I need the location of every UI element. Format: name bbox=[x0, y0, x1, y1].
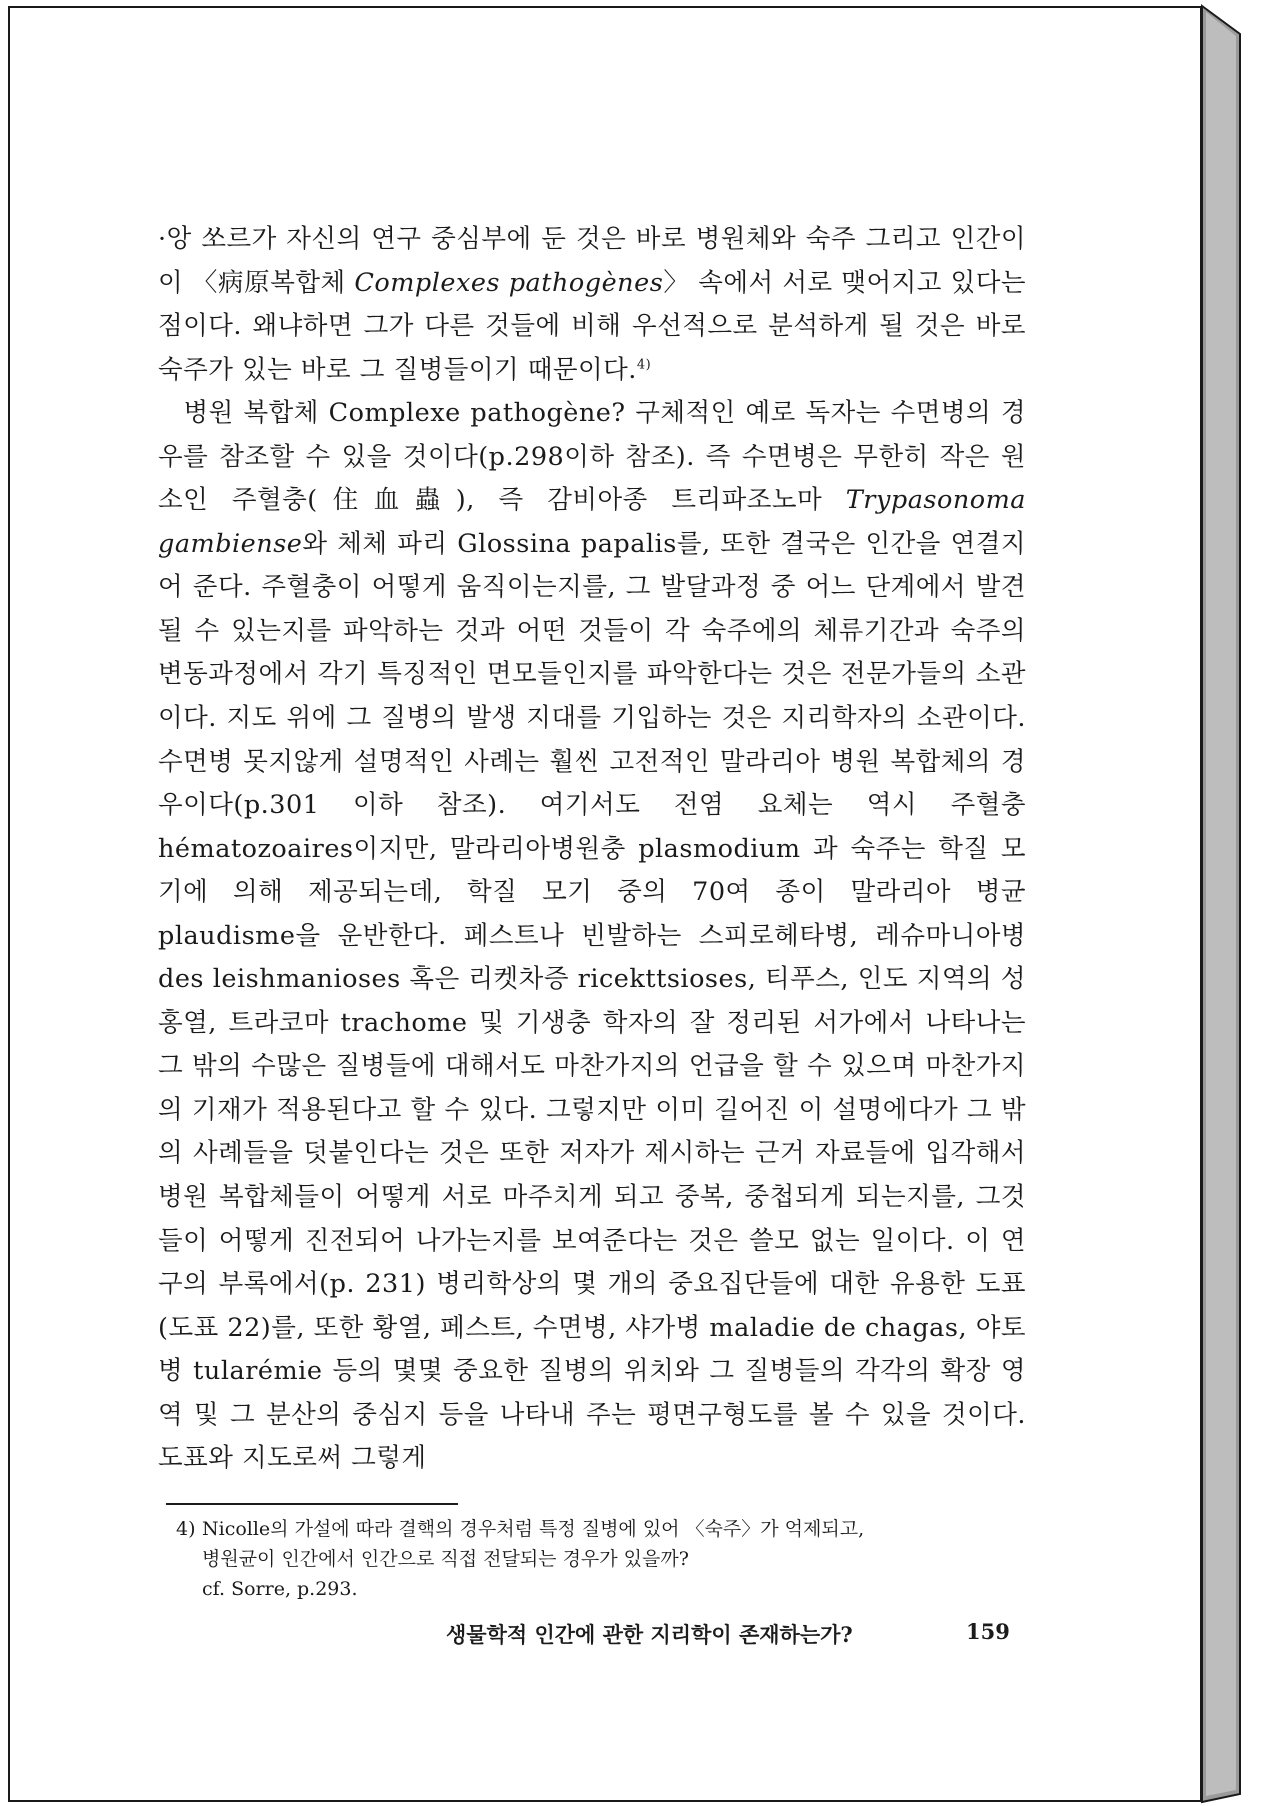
footnote-line: 병원균이 인간에서 인간으로 직접 전달되는 경우가 있을까? bbox=[202, 1548, 689, 1570]
body-text bbox=[158, 218, 1026, 1481]
running-title: 생물학적 인간에 관한 지리학이 존재하는가? bbox=[446, 1622, 853, 1647]
running-footer bbox=[446, 1619, 1010, 1649]
paragraph-text: 〉 속에서 서로 맺어지고 있다는 점이다. 왜냐하면 그가 다른 것들에 비해 우선적으로 분석하게 될 것은 바로 숙주가 있는 바로 그 질병들이기 때문이다. bbox=[158, 267, 1027, 385]
footnote-text: Nicolle의 가설에 따라 결핵의 경우처럼 특정 질병에 있어 〈숙주〉가 억제되고, bbox=[202, 1518, 865, 1540]
page-number: 159 bbox=[966, 1619, 1010, 1644]
italic-term: Trypasonoma gambiense bbox=[158, 485, 1026, 559]
footnote-reference: 4) bbox=[636, 357, 652, 373]
footnote-number: 4) bbox=[176, 1518, 196, 1540]
paragraph-text: 와 체체 파리 Glossina papalis를, 또한 결국은 인간을 연결지어 준다. 주혈충이 어떻게 움직이는지를, 그 발달과정 중 어느 단계에서 발견될 수 있는지를 파악하는 것과 어떤 것들이 각 숙주에의 체류기간과 숙주의 변동과정에서 각기 특징적인 면모들인지를 파악한다는 것은 전문가들의 소관이다. 지도 위에 그 질병의 발생 지대를 기입하는 것은 지리학자의 소관이다. 수면병 못지않게 설명적인 사례는 훨씬 고전적인 말라리아 병원 복합체의 경우이다(p.301 이하 참조). 여기서도 전염 요체는 역시 주혈충 hématozoaires이지만, 말라리아병원충 plasmodium 과 숙주는 학질 모기에 의해 제공되는데, 학질 모기 중의 70여 종이 말라리아 병균 plaudisme을 운반한다. 페스트나 빈발하는 스피로헤타병, 레슈마니아병 des leishmanioses 혹은 리켓차증 ricekttsioses, 티푸스, 인도 지역의 성홍열, 트라코마 trachome 및 기생충 학자의 잘 정리된 서가에서 나타나는 그 밖의 수많은 질병들에 대해서도 마찬가지의 언급을 할 수 있으며 마찬가지의 기재가 적용된다고 할 수 있다. 그렇지만 이미 길어진 이 설명에다가 그 밖의 사례들을 덧붙인다는 것은 또한 저자가 제시하는 근거 자료들에 입각해서 병원 복합체들이 어떻게 서로 마주치게 되고 중복, 중첩되게 되는지를, 그것들이 어떻게 진전되어 나가는지를 보여준다는 것은 쓸모 없는 일이다. 이 연구의 부록에서(p. 231) 병리학상의 몇 개의 중요집단들에 대한 유용한 도표(도표 22)를, 또한 황열, 페스트, 수면병, 샤가병 maladie de chagas, 야토병 tularémie 등의 몇몇 중요한 질병의 위치와 그 질병들의 각각의 확장 영역 및 그 분산의 중심지 등을 나타내 주는 평면구형도를 볼 수 있을 것이다. 도표와 지도로써 그렇게 bbox=[158, 528, 1026, 1474]
paragraph-text: ·앙 쏘르가 자신의 연구 중심부에 둔 것은 바로 병원체와 숙주 그리고 인간이 이 〈病原복합체 bbox=[158, 224, 1026, 298]
footnote-line: cf. Sorre, p.293. bbox=[202, 1578, 358, 1600]
footnote bbox=[176, 1514, 1032, 1604]
footnote-line bbox=[176, 1514, 1032, 1544]
paragraph bbox=[158, 392, 1026, 1481]
footnote-divider bbox=[166, 1503, 458, 1505]
italic-term: Complexes pathogènes bbox=[354, 267, 664, 298]
paragraph-text: 병원 복합체 Complexe pathogène? 구체적인 예로 독자는 수면병의 경우를 참조할 수 있을 것이다(p.298이하 참조). 즉 수면병은 무한히 작은 원소인 주혈충(住血蟲), 즉 감비아종 트리파조노마 bbox=[158, 398, 1026, 516]
paragraph bbox=[158, 218, 1026, 392]
